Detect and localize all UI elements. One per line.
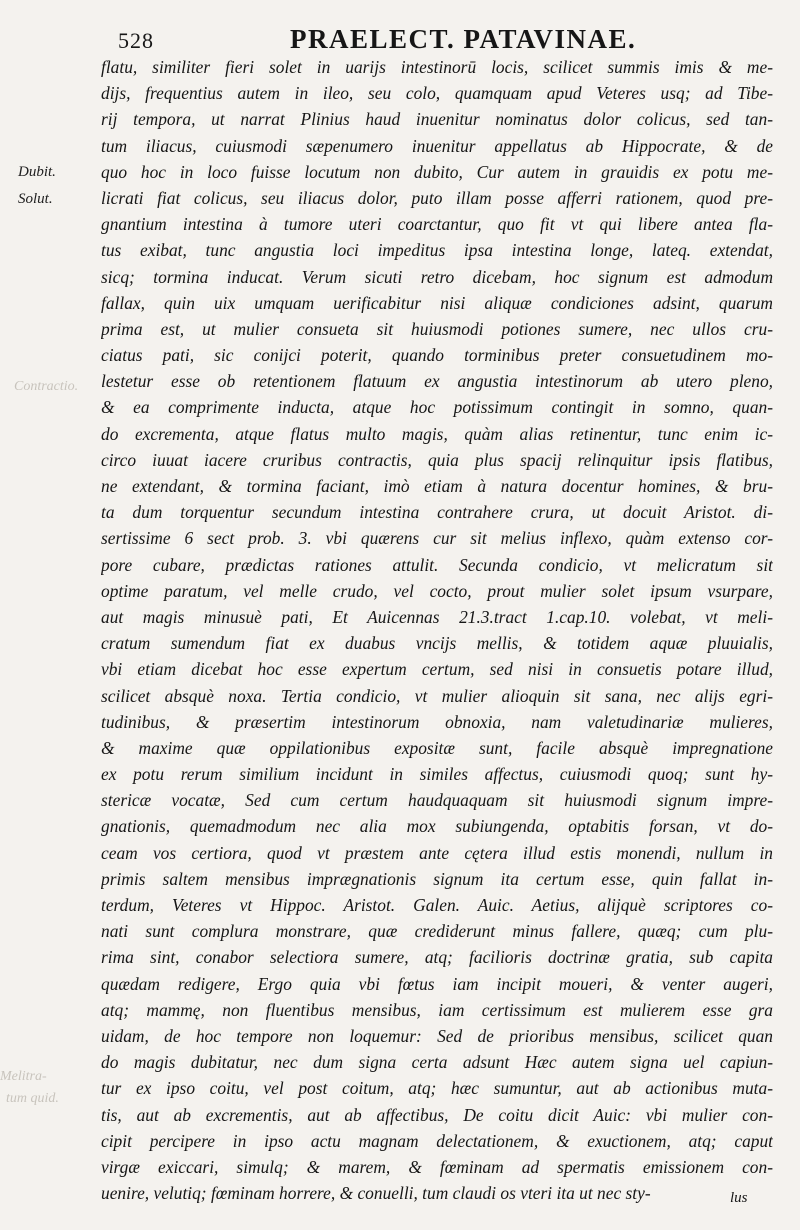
- bleed-text-left-1: Contractio.: [14, 379, 79, 394]
- text-line: tus exibat, tunc angustia loci impeditus ipsa intestina longe, lateq. extendat,: [101, 240, 773, 261]
- margin-note-dubit: Dubit.: [18, 164, 56, 180]
- bleed-text-left-3: tum quid.: [6, 1091, 59, 1106]
- running-title: PRAELECT. PATAVINAE.: [290, 24, 637, 54]
- text-line: uenire, velutiq; fœminam horrere, & conuelli, tum claudi os vteri ita ut nec sty-: [101, 1183, 651, 1204]
- text-line: circo iuuat iacere cruribus contractis, quia plus spacij relinquitur ipsis flatibus,: [101, 449, 773, 470]
- text-line: prima est, ut mulier consueta sit huiusmodi potiones sumere, nec ullos cru-: [101, 318, 773, 339]
- text-line: ta dum torquentur secundum intestina contrahere crura, ut docuit Aristot. di-: [101, 502, 773, 523]
- page-number: 528: [118, 28, 154, 53]
- bleed-text-left-2: Melitra-: [0, 1069, 47, 1084]
- text-line: lestetur esse ob retentionem flatuum ex angustia intestinorum ab utero pleno,: [101, 371, 773, 392]
- text-line: ciatus pati, sic conijci poterit, quando torminibus preter consuetudinem mo-: [101, 345, 773, 366]
- text-line: rij tempora, ut narrat Plinius haud inuenitur nominatus dolor colicus, sed tan-: [101, 109, 773, 130]
- text-line: optime paratum, vel melle crudo, vel cocto, prout mulier solet ipsum vsurpare,: [101, 580, 773, 601]
- text-line: dijs, frequentius autem in ileo, seu colo, quamquam apud Veteres usq; ad Tibe-: [101, 83, 773, 104]
- text-line: gnationis, quemadmodum nec alia mox subiungenda, optabitis forsan, vt do-: [101, 816, 773, 837]
- text-line: virgæ exiccari, simulq; & marem, & fœminam ad spermatis emissionem con-: [101, 1156, 773, 1177]
- text-line: primis saltem mensibus imprægnationis signum ita certum esse, quin fallat in-: [101, 868, 773, 889]
- text-line: tum iliacus, cuiusmodi sæpenumero inuenitur appellatus ab Hippocrate, & de: [101, 135, 773, 156]
- show-through-left-margin: [0, 379, 79, 1180]
- text-line: rima sint, conabor selectiora sumere, atq; facilioris doctrinæ gratia, sub capita: [101, 947, 773, 968]
- text-line: ex potu rerum similium incidunt in similes affectus, cuiusmodi quoq; sunt hy-: [101, 764, 773, 785]
- text-line: tur ex ipso coitu, vel post coitum, atq; hæc sumuntur, aut ab actionibus muta-: [101, 1078, 773, 1099]
- text-line: sertissime 6 sect prob. 3. vbi quærens cur sit melius inflexo, quàm extenso cor-: [101, 528, 773, 549]
- text-line: aut magis minusuè pati, Et Auicennas 21.3.tract 1.cap.10. volebat, vt meli-: [101, 606, 773, 627]
- text-line: licrati fiat colicus, seu iliacus dolor, puto illam posse afferri rationem, quod pre-: [101, 187, 773, 208]
- text-line: quædam redigere, Ergo quia vbi fœtus iam incipit moueri, & venter augeri,: [101, 973, 773, 994]
- margin-note-solut: Solut.: [18, 191, 53, 207]
- text-line: quo hoc in loco fuisse locutum non dubito, Cur autem in grauidis ex potu me-: [101, 161, 773, 182]
- text-line: terdum, Veteres vt Hippoc. Aristot. Galen. Auic. Aetius, alijquè scriptores co-: [101, 895, 773, 915]
- page-header: [118, 22, 778, 58]
- text-line: ceam vos certiora, quod vt præstem ante cętera illud estis monendi, nullum in: [101, 842, 773, 863]
- text-line: tis, aut ab excrementis, aut ab affectibus, De coitu dicit Auic: vbi mulier con-: [101, 1104, 773, 1125]
- text-line: flatu, similiter fieri solet in uarijs intestinorū locis, scilicet summis imis & me-: [101, 57, 773, 77]
- text-line: atq; mammę, non fluentibus mensibus, iam certissimum est mulierem esse gra: [101, 999, 773, 1020]
- text-line: vbi etiam dicebat hoc esse expertum certum, sed nisi in consuetis potare illud,: [101, 659, 773, 680]
- catchword: lus: [730, 1190, 748, 1206]
- text-line: do excrementa, atque flatus multo magis, quàm alias retinentur, tunc enim ic-: [101, 423, 773, 444]
- text-line: gnantium intestina à tumore uteri coarctantur, quo fit vt qui libere antea fla-: [101, 214, 773, 235]
- text-line: & ea comprimente inducta, atque hoc potissimum contingit in somno, quan-: [101, 397, 773, 418]
- text-line: sicq; tormina inducat. Verum sicuti retro dicebam, hoc signum est admodum: [101, 266, 773, 287]
- text-line: pore cubare, prædictas rationes attulit. Secunda condicio, vt melicratum sit: [101, 554, 773, 575]
- text-line: scilicet absquè noxa. Tertia condicio, vt mulier alioquin sit sana, nec alijs egri-: [101, 685, 773, 706]
- text-line: ne extendant, & tormina faciant, imò etiam à natura docentur homines, & bru-: [101, 476, 773, 496]
- text-line: cratum sumendum fiat ex duabus vncijs mellis, & totidem aquæ pluuialis,: [101, 633, 773, 654]
- body-text: [101, 54, 773, 1206]
- text-line: & maxime quæ oppilationibus expositæ sunt, facile absquè impregnatione: [101, 737, 773, 758]
- text-line: uidam, de hoc tempore non loquemur: Sed de prioribus mensibus, scilicet quan: [101, 1025, 773, 1046]
- text-line: tudinibus, & præsertim intestinorum obnoxia, nam valetudinariæ mulieres,: [101, 711, 773, 732]
- text-line: nati sunt complura monstrare, quæ crediderunt minus fallere, quæq; cum plu-: [101, 921, 773, 942]
- text-line: stericæ vocatæ, Sed cum certum haudquaquam sit huiusmodi signum impre-: [101, 790, 773, 811]
- text-line: fallax, quin uix umquam uerificabitur nisi aliquæ condiciones adsint, quarum: [101, 292, 773, 313]
- text-line: do magis dubitatur, nec dum signa certa adsunt Hæc autem signa uel capiun-: [101, 1052, 773, 1073]
- text-line: cipit percipere in ipso actu magnam delectationem, & exuctionem, atq; caput: [101, 1130, 773, 1151]
